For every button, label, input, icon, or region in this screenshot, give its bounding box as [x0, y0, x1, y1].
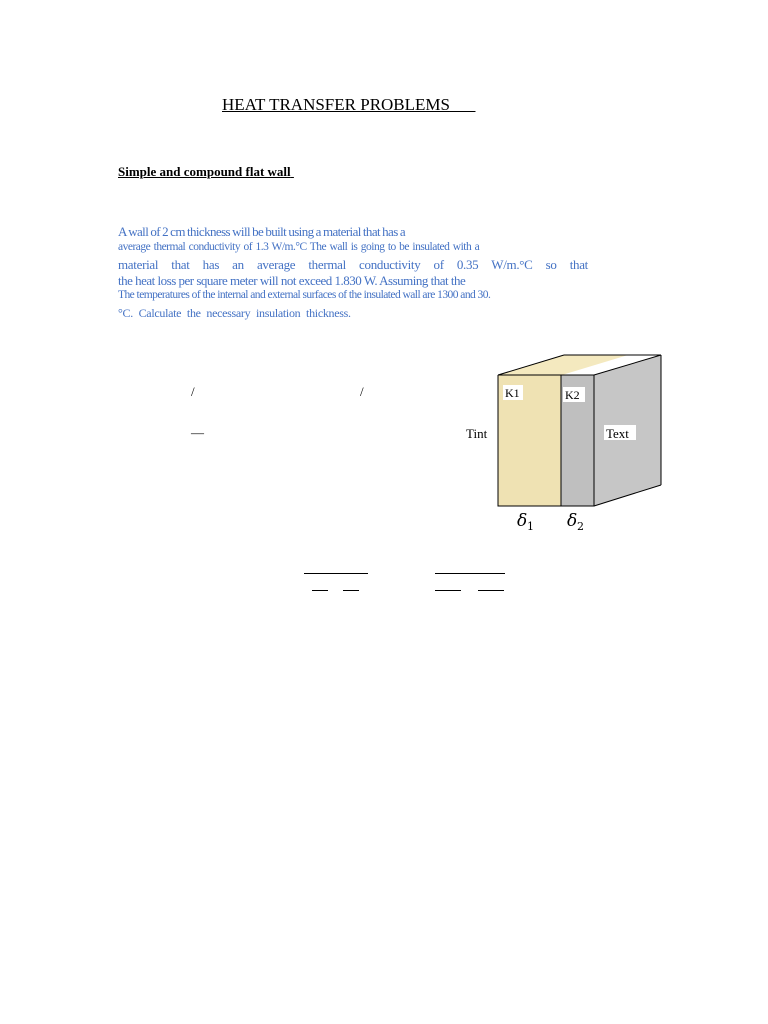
problem-line-3: material that has an average thermal conductivity of 0.35 W/m.°C so that — [118, 257, 588, 272]
problem-line-2: average thermal conductivity of 1.3 W/m.°C The wall is going to be insulated with a — [118, 241, 480, 253]
problem-line-1: A wall of 2 cm thickness will be built using a material that has a — [118, 224, 405, 239]
compound-wall-diagram — [460, 350, 670, 540]
delta1-subscript: 1 — [527, 520, 534, 533]
fraction-bar-5 — [435, 590, 461, 591]
k2-label: K2 — [565, 388, 580, 402]
text-label: Text — [606, 426, 629, 441]
problem-line-5: The temperatures of the internal and external surfaces of the insulated wall are 1300 and 30. — [118, 289, 491, 301]
equation-slash-2: / — [360, 384, 364, 399]
tint-label: Tint — [466, 426, 488, 441]
fraction-bar-1 — [304, 573, 368, 574]
fraction-bar-6 — [478, 590, 504, 591]
section-heading: Simple and compound flat wall — [118, 164, 291, 179]
page-title: HEAT TRANSFER PROBLEMS — [222, 95, 450, 114]
delta2-symbol: δ — [567, 511, 578, 531]
problem-line-4: the heat loss per square meter will not exceed 1.830 W. Assuming that the — [118, 273, 466, 288]
equation-slash-1: / — [191, 384, 195, 399]
k1-label: K1 — [505, 386, 520, 400]
delta1-symbol: δ — [517, 511, 528, 531]
equation-dash: — — [191, 425, 204, 440]
fraction-bar-2 — [435, 573, 505, 574]
fraction-bar-3 — [312, 590, 328, 591]
fraction-bar-4 — [343, 590, 359, 591]
problem-line-6: °C. Calculate the necessary insulation thickness. — [118, 306, 351, 320]
delta2-subscript: 2 — [577, 520, 584, 533]
